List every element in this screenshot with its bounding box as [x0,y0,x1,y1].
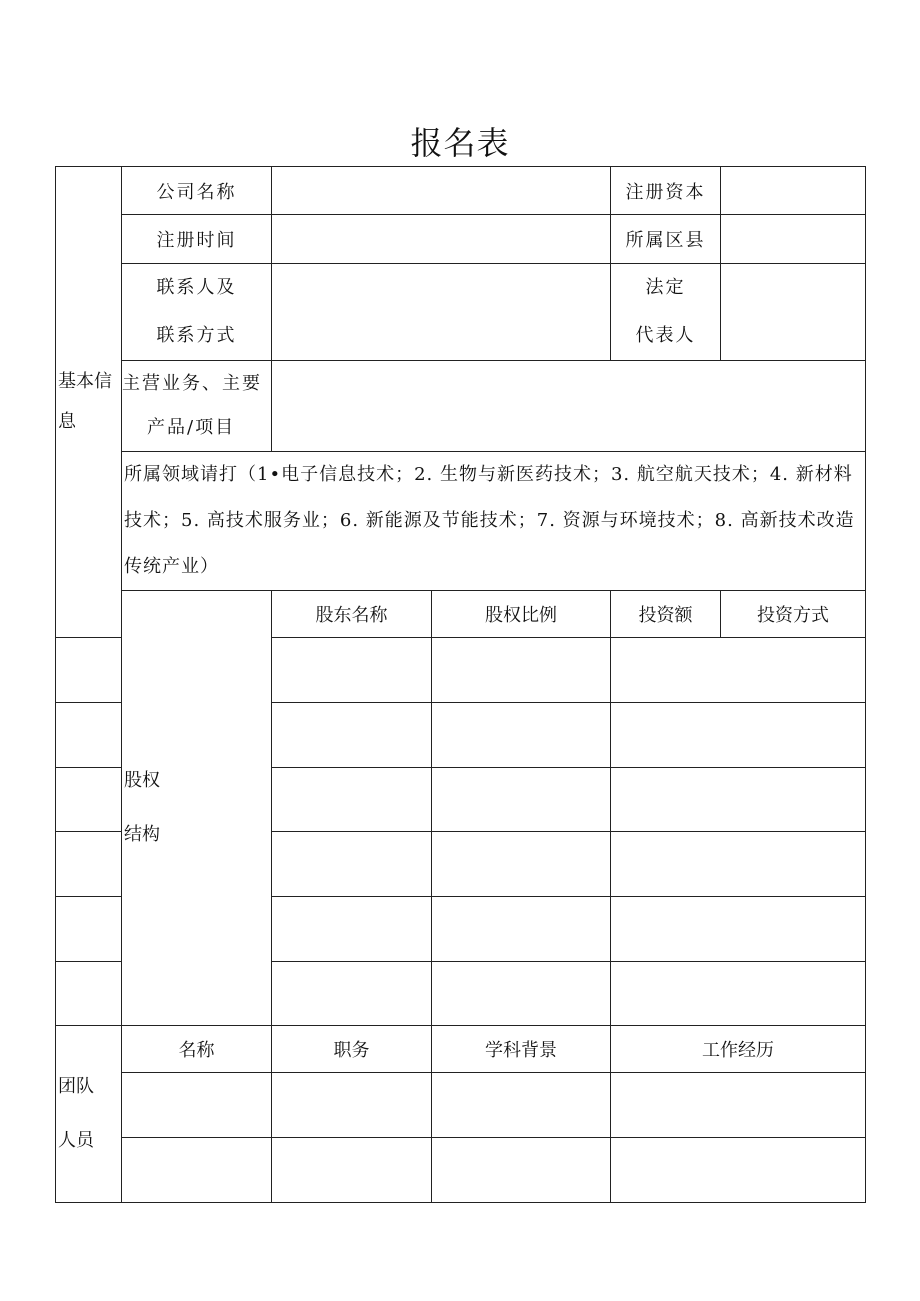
equity-cell[interactable] [432,832,611,897]
team-cell[interactable] [122,1138,272,1203]
equity-cell[interactable] [432,962,611,1026]
table-row [56,1138,866,1203]
equity-cell[interactable] [432,897,611,962]
team-cell[interactable] [432,1073,611,1138]
equity-cell[interactable] [56,703,122,768]
legal-rep-field[interactable] [721,264,866,361]
team-header-name: 名称 [122,1026,272,1073]
equity-header-shareholder: 股东名称 [272,591,432,638]
team-cell[interactable] [432,1138,611,1203]
equity-cell[interactable] [611,638,866,703]
equity-cell[interactable] [272,768,432,832]
registration-form [55,166,866,1203]
equity-cell[interactable] [56,768,122,832]
legal-rep-label: 法定 代表人 [611,264,721,361]
equity-cell[interactable] [432,703,611,768]
equity-cell[interactable] [432,768,611,832]
equity-header-method: 投资方式 [721,591,866,638]
equity-cell[interactable] [56,962,122,1026]
equity-header-ratio: 股权比例 [432,591,611,638]
equity-cell[interactable] [272,962,432,1026]
team-header-position: 职务 [272,1026,432,1073]
main-business-label: 主营业务、主要 产品/项目 [122,361,272,452]
team-cell[interactable] [611,1073,866,1138]
main-business-field[interactable] [272,361,866,452]
equity-cell[interactable] [432,638,611,703]
equity-section-label: 股权 结构 [122,591,272,1026]
equity-cell[interactable] [272,638,432,703]
equity-cell[interactable] [56,638,122,703]
domain-note[interactable]: 所属领域请打（1•电子信息技术；2. 生物与新医药技术；3. 航空航天技术；4. 新材料技术；5. 高技术服务业；6. 新能源及节能技术；7. 资源与环境技术；8. 高新技术改造传统产业） [122,452,866,591]
company-name-field[interactable] [272,167,611,215]
equity-cell[interactable] [611,768,866,832]
equity-cell[interactable] [611,703,866,768]
team-header-experience: 工作经历 [611,1026,866,1073]
equity-header-amount: 投资额 [611,591,721,638]
registered-capital-label: 注册资本 [611,167,721,215]
registered-capital-field[interactable] [721,167,866,215]
district-field[interactable] [721,215,866,264]
registration-time-field[interactable] [272,215,611,264]
team-header-background: 学科背景 [432,1026,611,1073]
team-cell[interactable] [272,1073,432,1138]
table-row [56,1073,866,1138]
team-cell[interactable] [611,1138,866,1203]
team-cell[interactable] [272,1138,432,1203]
basic-info-section-label: 基本信息 [56,167,122,638]
team-cell[interactable] [122,1073,272,1138]
equity-cell[interactable] [272,832,432,897]
equity-cell[interactable] [56,832,122,897]
district-label: 所属区县 [611,215,721,264]
equity-cell[interactable] [272,897,432,962]
contact-field[interactable] [272,264,611,361]
company-name-label: 公司名称 [122,167,272,215]
equity-cell[interactable] [611,962,866,1026]
registration-time-label: 注册时间 [122,215,272,264]
contact-label: 联系人及 联系方式 [122,264,272,361]
page-title: 报名表 [410,124,510,162]
team-section-label: 团队 人员 [56,1026,122,1203]
equity-cell[interactable] [56,897,122,962]
equity-cell[interactable] [611,832,866,897]
equity-cell[interactable] [611,897,866,962]
equity-cell[interactable] [272,703,432,768]
